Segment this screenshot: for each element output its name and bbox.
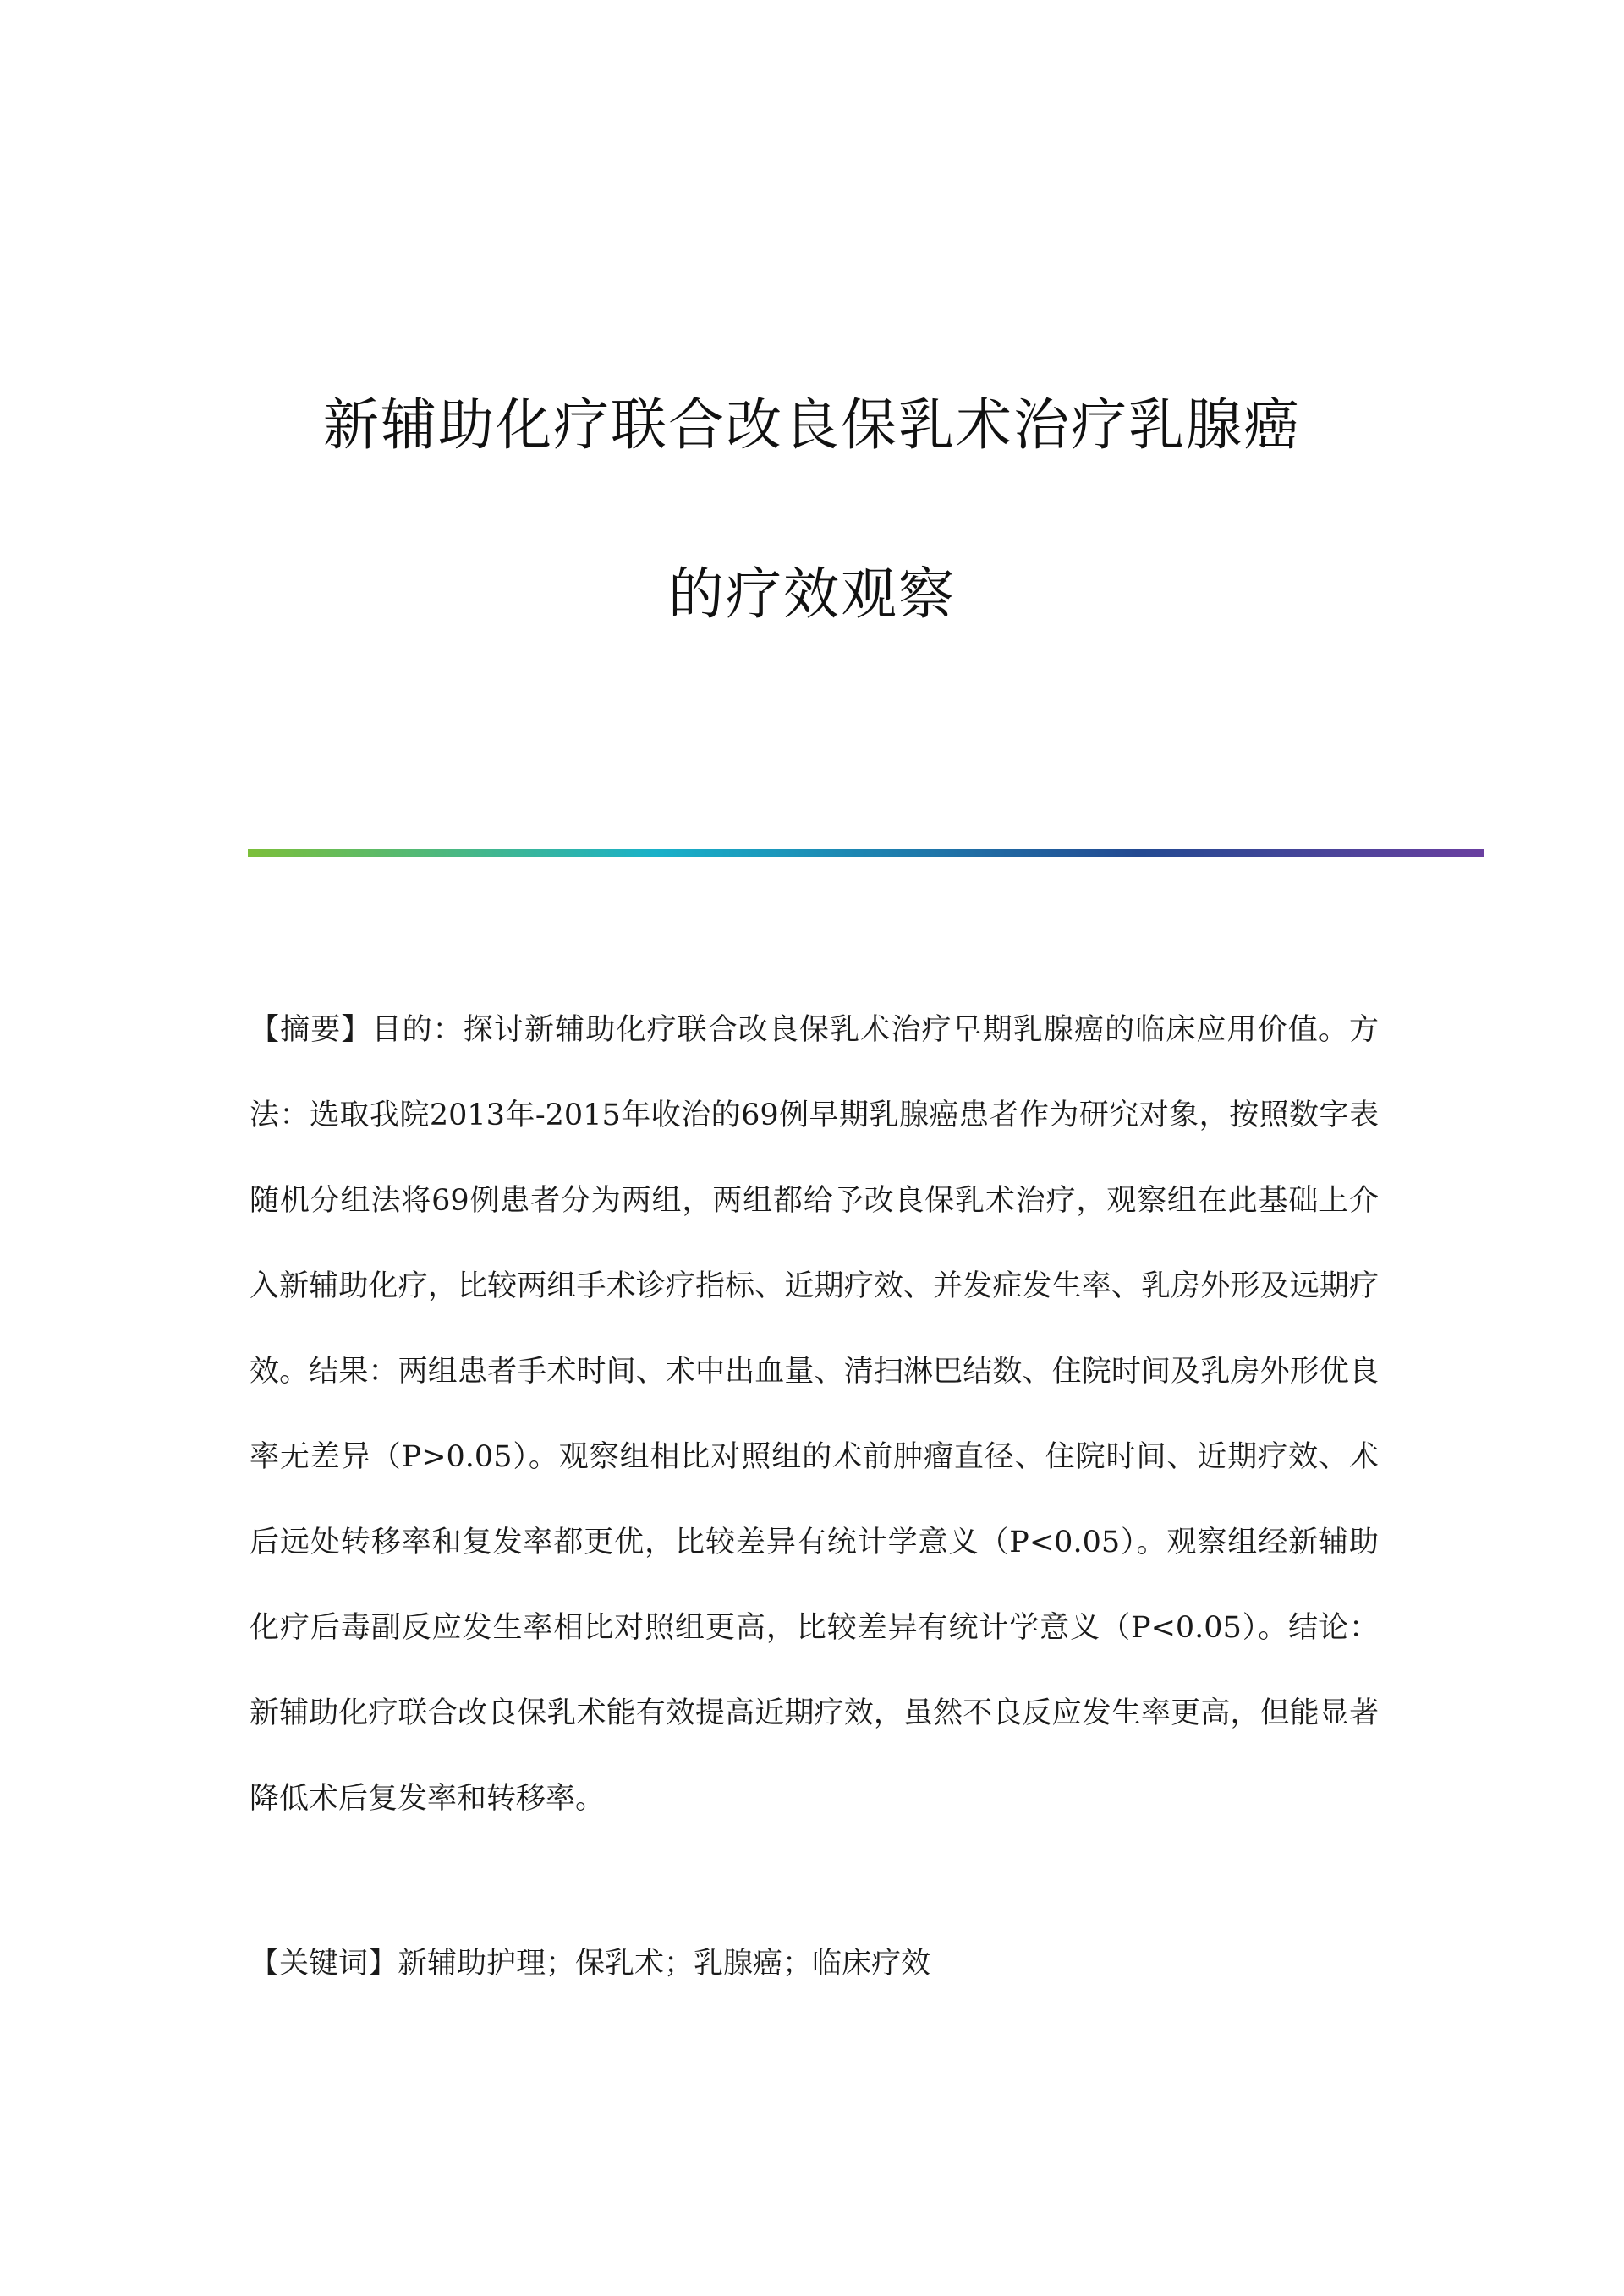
abstract-text: 目的：探讨新辅助化疗联合改良保乳术治疗早期乳腺癌的临床应用价值。方法：选取我院2013年-2015年收治的69例早期乳腺癌患者作为研究对象，按照数字表随机分组法将69例患者分为两组，两组都给予改良保乳术治疗，观察组在此基础上介入新辅助化疗，比较两组手术诊疗指标、近期疗效、并发症发生率、乳房外形及远期疗效。结果：两组患者手术时间、术中出血量、清扫淋巴结数、住院时间及乳房外形优良率无差异（P>0.05）。观察组相比对照组的术前肿瘤直径、住院时间、近期疗效、术后远处转移率和复发率都更优，比较差异有统计学意义（P<0.05）。观察组经新辅助化疗后毒副反应发生率相比对照组更高，比较差异有统计学意义（P<0.05）。结论：新辅助化疗联合改良保乳术能有效提高近期疗效，虽然不良反应发生率更高，但能显著降低术后复发率和转移率。	[250, 1013, 1379, 1816]
abstract-label: 【摘要】	[250, 1013, 372, 1047]
paper-title-line-1: 新辅助化疗联合改良保乳术治疗乳腺癌	[323, 392, 1301, 458]
paper-title-line-2: 的疗效观察	[668, 562, 956, 627]
keywords-label: 【关键词】	[250, 1947, 398, 1981]
abstract-paragraph	[250, 988, 1379, 1842]
abstract-section	[250, 988, 1379, 1842]
gradient-divider	[248, 849, 1484, 857]
keywords-text: 新辅助护理；保乳术；乳腺癌；临床疗效	[398, 1947, 931, 1981]
keywords-section	[250, 1938, 1379, 1989]
